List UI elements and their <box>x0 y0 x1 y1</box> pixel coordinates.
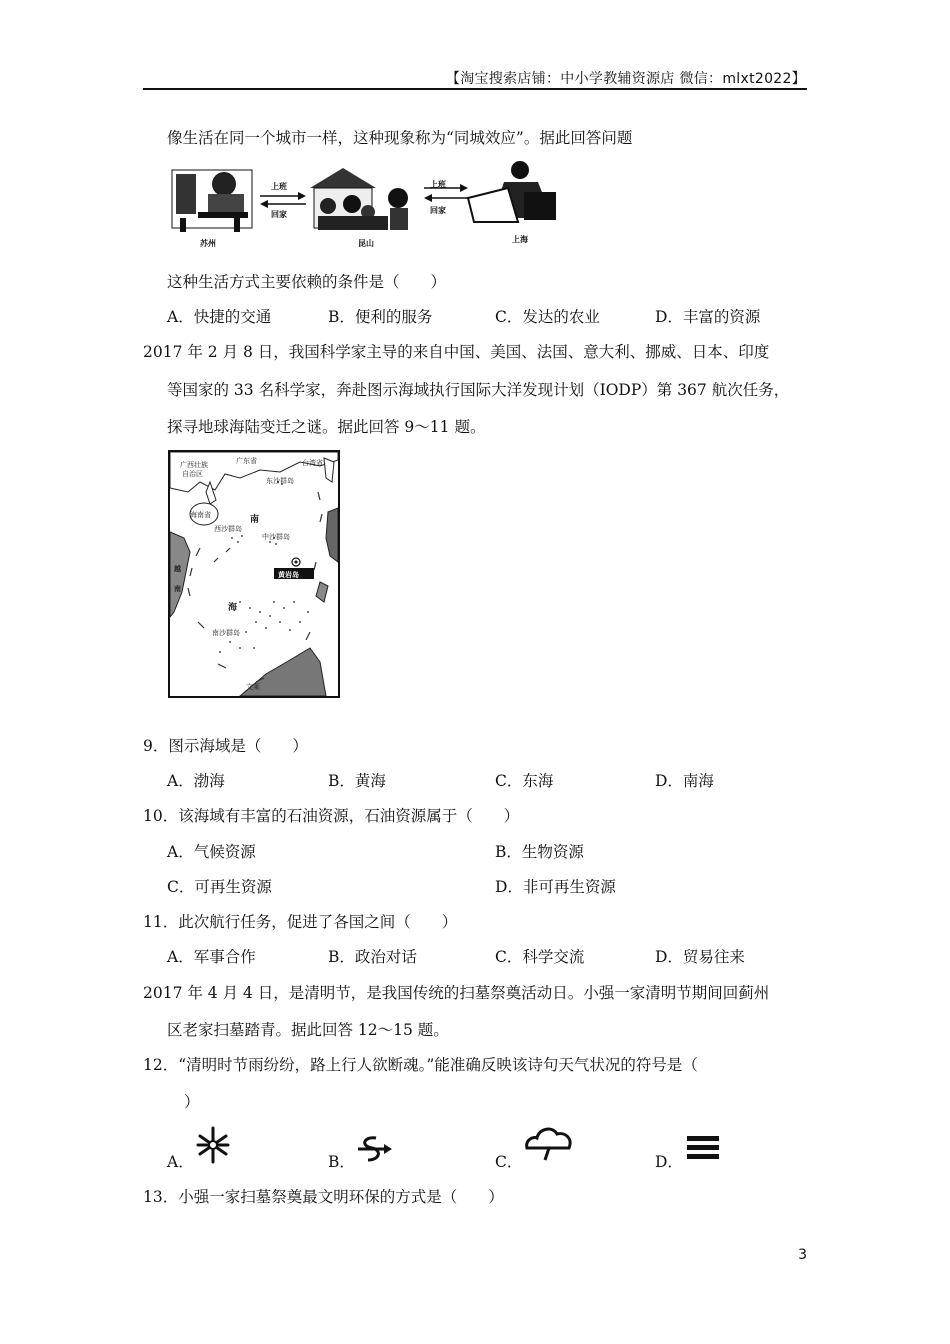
q-lifestyle-option-d: D．丰富的资源 <box>655 308 761 326</box>
map-label-zhongsha: 中沙群岛 <box>262 533 290 541</box>
q10-stem: 10．该海域有丰富的石油资源，石油资源属于（ ） <box>143 807 520 825</box>
map-label-guangxi-2: 自治区 <box>182 470 203 478</box>
q-lifestyle-option-c: C．发达的农业 <box>495 308 600 326</box>
passage2-line1: 2017 年 4 月 4 日，是清明节，是我国传统的扫墓祭奠活动日。小强一家清明节期间回蓟州 <box>143 984 770 1002</box>
map-label-hai: 海 <box>228 603 238 613</box>
city-label-kunshan: 昆山 <box>358 239 374 248</box>
q11-option-b: B．政治对话 <box>328 948 417 966</box>
q12-stem-line2: ） <box>184 1093 200 1111</box>
suzhou-scene-image <box>172 170 252 232</box>
commute-arrows-1 <box>260 192 306 208</box>
q-lifestyle-option-b: B．便利的服务 <box>328 308 433 326</box>
q12-option-b: B． <box>328 1153 355 1171</box>
shanghai-scene-image <box>468 161 556 222</box>
q11-stem: 11．此次航行任务，促进了各国之间（ ） <box>143 913 458 931</box>
page-number: 3 <box>798 1247 807 1263</box>
map-label-nan: 南 <box>250 515 260 525</box>
map-label-nansha: 南沙群岛 <box>212 629 240 637</box>
map-label-taiwan: 台湾省 <box>302 459 323 467</box>
q12-option-d: D． <box>655 1153 683 1171</box>
kunshan-scene-image <box>310 168 408 230</box>
map-label-dongsha: 东沙群岛 <box>266 477 294 485</box>
map-label-hainan: 海南省 <box>190 511 211 519</box>
q10-option-a: A．气候资源 <box>167 843 256 861</box>
page-header: 【淘宝搜索店铺：中小学教辅资源店 微信：mlxt2022】 <box>445 71 806 87</box>
city-label-suzhou: 苏州 <box>200 239 216 248</box>
passage1-line1: 2017 年 2 月 8 日，我国科学家主导的来自中国、美国、法国、意大利、挪威、日本、印度 <box>143 343 770 361</box>
q-lifestyle-option-a: A．快捷的交通 <box>167 308 272 326</box>
map-label-wenlai: 文莱 <box>246 683 260 691</box>
commute-illustration <box>168 158 568 250</box>
map-label-yue: 越 <box>174 565 181 573</box>
city-label-shanghai: 上海 <box>512 235 528 244</box>
map-label-nan2: 南 <box>174 585 181 593</box>
commute-figure <box>168 158 568 250</box>
arrow-label-go-work-2: 上班 <box>430 180 446 189</box>
q9-option-d: D．南海 <box>655 772 714 790</box>
floating-dust-symbol-icon <box>354 1134 394 1166</box>
q-lifestyle-stem: 这种生活方式主要依赖的条件是（ ） <box>167 273 447 291</box>
q12-stem-line1: 12．“清明时节雨纷纷，路上行人欲断魂。”能准确反映该诗句天气状况的符号是（ <box>143 1056 698 1074</box>
q11-option-d: D．贸易往来 <box>655 948 745 966</box>
intro-line: 像生活在同一个城市一样，这种现象称为“同城效应”。据此回答问题 <box>167 129 633 147</box>
q12-option-a: A． <box>167 1153 194 1171</box>
fog-symbol-icon <box>686 1134 720 1162</box>
passage1-line2: 等国家的 33 名科学家，奔赴图示海域执行国际大洋发现计划（IODP）第 367 航次任务， <box>167 381 790 399</box>
q9-stem: 9．图示海域是（ ） <box>143 737 308 755</box>
map-label-guangdong: 广东省 <box>236 457 257 465</box>
q13-stem: 13．小强一家扫墓祭奠最文明环保的方式是（ ） <box>143 1188 504 1206</box>
arrow-label-go-home-1: 回家 <box>271 210 287 219</box>
light-rain-symbol-icon <box>523 1124 575 1164</box>
map-drawing <box>170 452 338 696</box>
q11-option-a: A．军事合作 <box>167 948 256 966</box>
q9-option-b: B．黄海 <box>328 772 386 790</box>
map-label-xisha: 西沙群岛 <box>214 525 242 533</box>
q12-option-c: C． <box>495 1153 523 1171</box>
header-rule <box>143 88 807 90</box>
sandstorm-symbol-icon <box>196 1126 230 1164</box>
south-china-sea-map <box>168 450 340 698</box>
arrow-label-go-home-2: 回家 <box>430 206 446 215</box>
map-label-huangyan: 黄岩岛 <box>278 571 299 579</box>
q10-option-b: B．生物资源 <box>495 843 584 861</box>
q10-option-c: C．可再生资源 <box>167 878 272 896</box>
q9-option-a: A．渤海 <box>167 772 225 790</box>
q10-option-d: D．非可再生资源 <box>495 878 616 896</box>
passage1-line3: 探寻地球海陆变迁之谜。据此回答 9～11 题。 <box>167 418 486 436</box>
map-label-guangxi: 广西壮族 <box>180 461 208 469</box>
passage2-line2: 区老家扫墓踏青。据此回答 12～15 题。 <box>167 1021 449 1039</box>
arrow-label-go-work-1: 上班 <box>271 182 287 191</box>
q9-option-c: C．东海 <box>495 772 554 790</box>
q11-option-c: C．科学交流 <box>495 948 585 966</box>
